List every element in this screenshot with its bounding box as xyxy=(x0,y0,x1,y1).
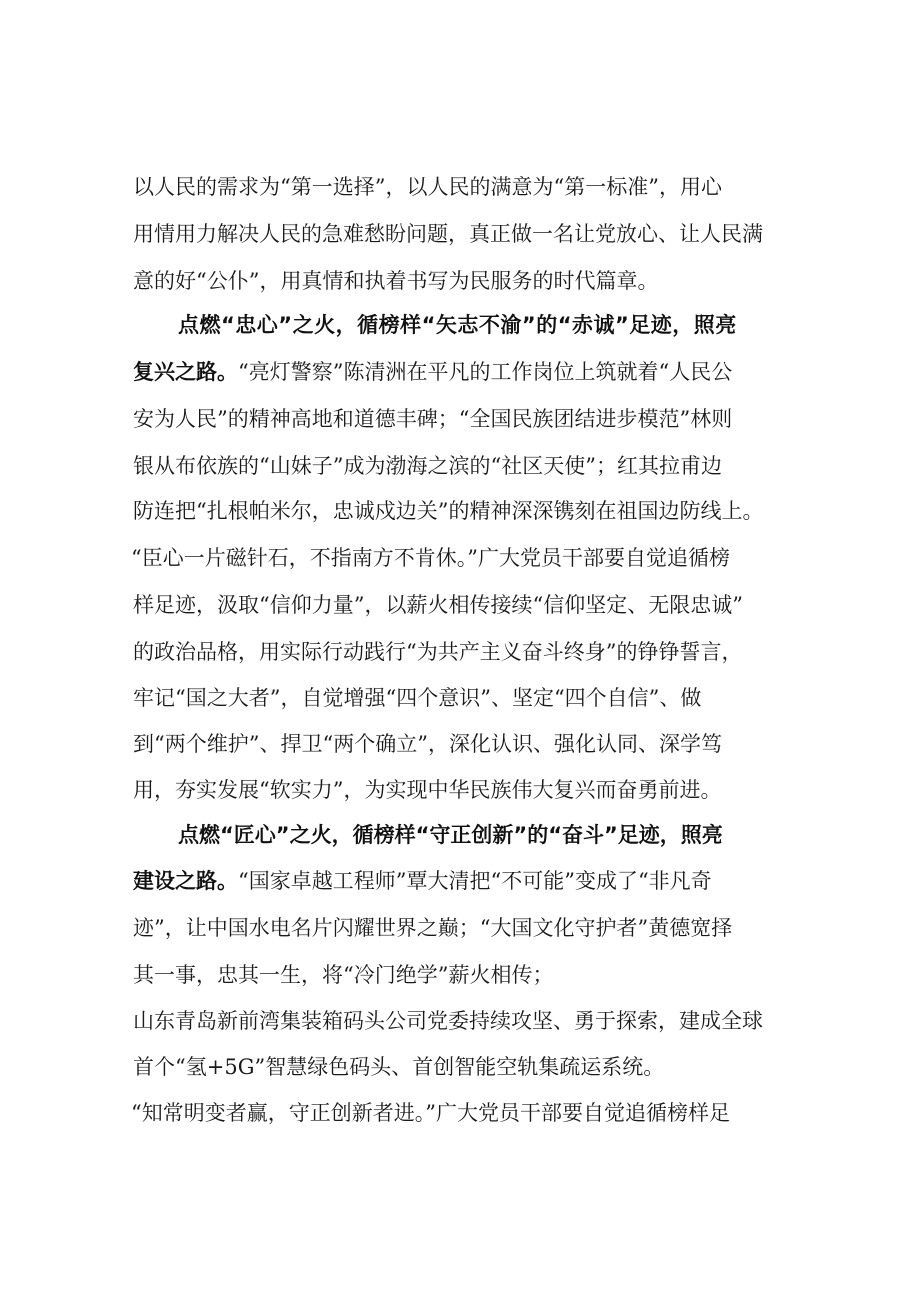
body-text-line: 用，夯实发展“软实力”，为实现中华民族伟大复兴而奋勇前进。 xyxy=(133,778,722,802)
body-text-line xyxy=(133,357,732,387)
body-text-line: 意的好“公仆”，用真情和执着书写为民服务的时代篇章。 xyxy=(133,269,659,293)
body-text-line: 迹”，让中国水电名片闪耀世界之巅；“大国文化守护者”黄德宽择 xyxy=(133,916,733,940)
body-text-line: 首个“氢+5G”智慧绿色码头、首创智能空轨集疏运系统。 xyxy=(133,1055,665,1079)
body-text-line: 的政治品格，用实际行动践行“为共产主义奋斗终身”的铮铮誓言， xyxy=(133,640,743,664)
section-heading: 点燃“忠心”之火，循榜样“矢志不渝”的“赤诚”足迹，照亮 xyxy=(178,313,737,337)
body-text-fragment: “国家卓越工程师”覃大清把“不可能”变成了“非凡奇 xyxy=(238,869,712,893)
body-text-line: 安为人民”的精神高地和道德丰碑；“全国民族团结进步模范”林则 xyxy=(133,407,733,431)
body-text-line: 银从布依族的“山妹子”成为渤海之滨的“社区天使”；红其拉甫边 xyxy=(133,454,722,478)
body-text-line: 样足迹，汲取“信仰力量”，以薪火相传接续“信仰坚定、无限忠诚” xyxy=(133,593,743,617)
body-text-line: “知常明变者赢，守正创新者进。”广大党员干部要自觉追循榜样足 xyxy=(131,1101,730,1125)
body-text-line: 牢记“国之大者”，自觉增强“四个意识”、坚定“四个自信”、做 xyxy=(133,686,702,710)
body-text-line: 防连把“扎根帕米尔，忠诚戍边关”的精神深深镌刻在祖国边防线上。 xyxy=(133,499,764,523)
body-text-line: “臣心一片磁针石，不指南方不肯休。”广大党员干部要自觉追循榜 xyxy=(131,546,730,570)
body-text-line: 以人民的需求为“第一选择”，以人民的满意为“第一标准”，用心 xyxy=(133,175,722,199)
body-text-line: 用情用力解决人民的急难愁盼问题，真正做一名让党放心、让人民满 xyxy=(133,222,763,246)
body-text-line: 到“两个维护”、捍卫“两个确立”，深化认识、强化认同、深学笃 xyxy=(133,732,722,756)
body-text-line xyxy=(133,866,712,896)
body-text-fragment: “亮灯警察”陈清洲在平凡的工作岗位上筑就着“人民公 xyxy=(238,360,733,384)
body-text-line: 山东青岛新前湾集装箱码头公司党委持续攻坚、勇于探索，建成全球 xyxy=(133,1009,763,1033)
section-heading-end: 建设之路。 xyxy=(133,869,238,893)
section-heading-end: 复兴之路。 xyxy=(133,360,238,384)
section-heading: 点燃“匠心”之火，循榜样“守正创新”的“奋斗”足迹，照亮 xyxy=(178,823,723,847)
body-text-line: 其一事，忠其一生，将“冷门绝学”薪火相传； xyxy=(133,963,554,987)
